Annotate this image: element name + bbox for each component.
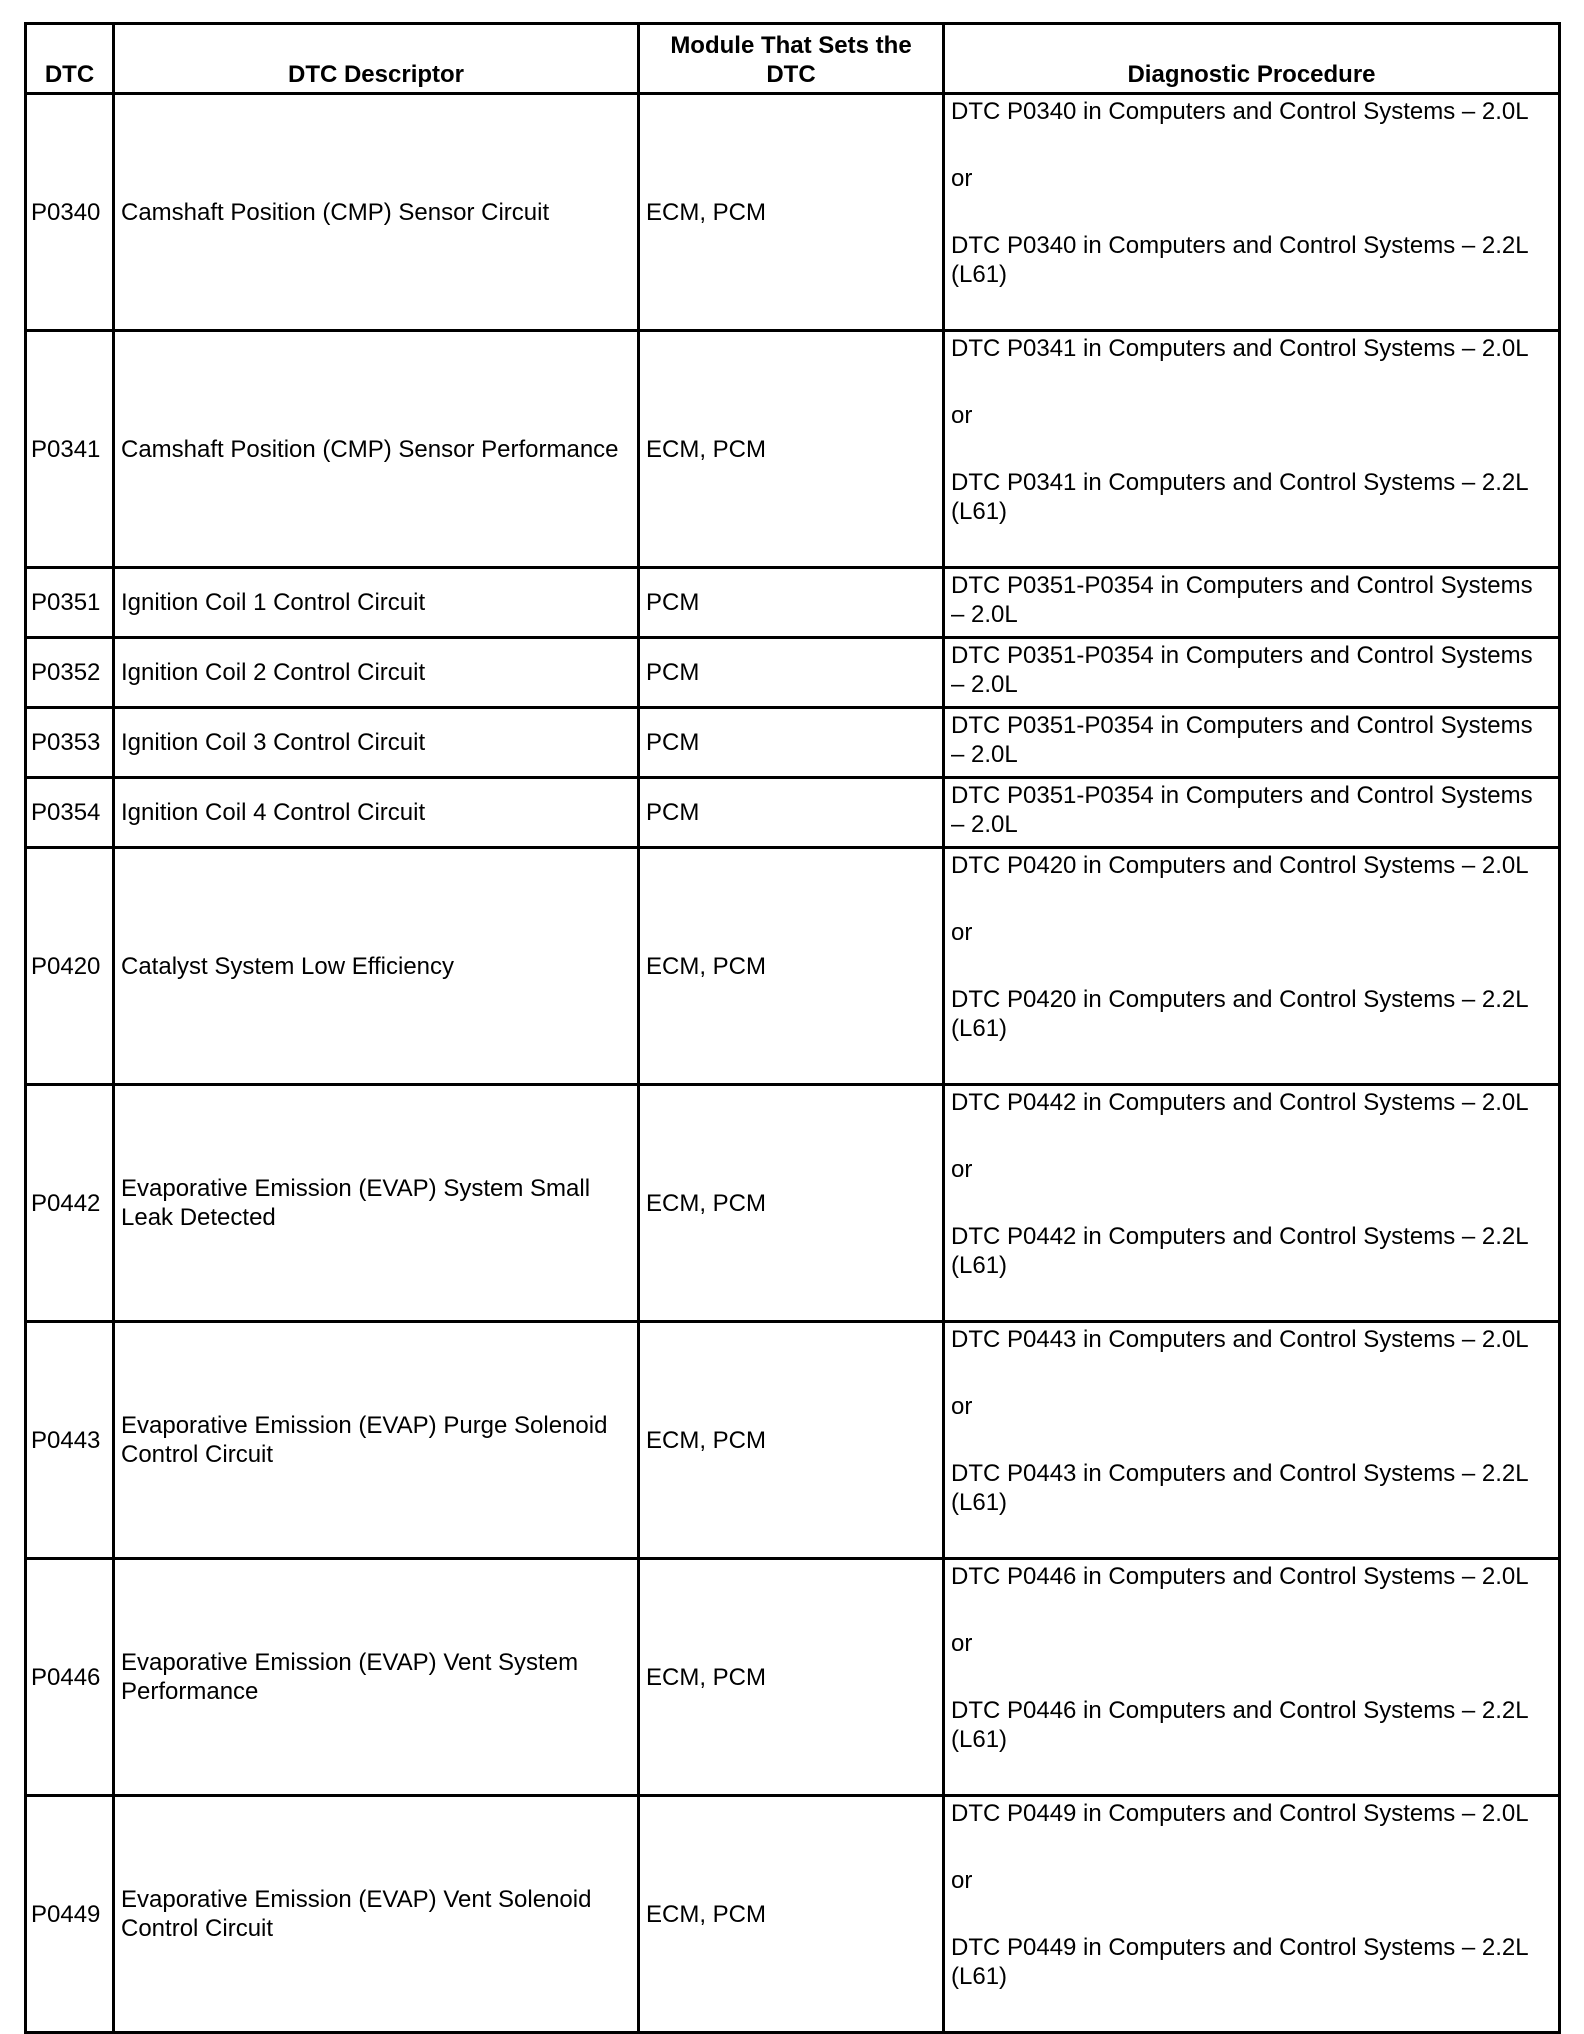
procedure-cell bbox=[944, 1559, 1560, 1796]
descriptor-cell: Camshaft Position (CMP) Sensor Circuit bbox=[114, 94, 639, 331]
header-descriptor: DTC Descriptor bbox=[114, 24, 639, 94]
module-cell: ECM, PCM bbox=[639, 1796, 944, 2033]
module-cell: ECM, PCM bbox=[639, 1559, 944, 1796]
procedure-or: or bbox=[951, 1630, 973, 1657]
procedure-or: or bbox=[951, 1393, 973, 1420]
header-module bbox=[639, 24, 944, 94]
procedure-spacer bbox=[951, 1591, 1552, 1629]
module-cell: PCM bbox=[639, 778, 944, 848]
module-cell: PCM bbox=[639, 708, 944, 778]
dtc-code-cell: P0340 bbox=[26, 94, 114, 331]
dtc-code-cell: P0420 bbox=[26, 848, 114, 1085]
procedure-or: or bbox=[951, 1156, 973, 1183]
procedure-line: DTC P0443 in Computers and Control Systems – 2.0L bbox=[951, 1326, 1529, 1353]
header-dtc: DTC bbox=[26, 24, 114, 94]
module-cell: ECM, PCM bbox=[639, 94, 944, 331]
procedure-line: DTC P0340 in Computers and Control Systems – 2.0L bbox=[951, 98, 1529, 125]
descriptor-cell: Ignition Coil 4 Control Circuit bbox=[114, 778, 639, 848]
procedure-line: DTC P0341 in Computers and Control Systems – 2.0L bbox=[951, 335, 1529, 362]
procedure-line: DTC P0420 in Computers and Control Systems – 2.2L (L61) bbox=[951, 986, 1528, 1042]
descriptor-cell: Ignition Coil 1 Control Circuit bbox=[114, 568, 639, 638]
procedure-cell bbox=[944, 848, 1560, 1085]
procedure-spacer bbox=[951, 1117, 1552, 1155]
procedure-cell bbox=[944, 708, 1560, 778]
descriptor-cell: Evaporative Emission (EVAP) Purge Solenoid Control Circuit bbox=[114, 1322, 639, 1559]
table-row bbox=[26, 848, 1560, 1085]
procedure-line: DTC P0340 in Computers and Control Systems – 2.2L (L61) bbox=[951, 232, 1528, 288]
procedure-cell bbox=[944, 94, 1560, 331]
header-row bbox=[26, 24, 1560, 94]
dtc-table-body bbox=[26, 94, 1560, 2033]
procedure-line: DTC P0442 in Computers and Control Systems – 2.0L bbox=[951, 1089, 1529, 1116]
descriptor-cell: Catalyst System Low Efficiency bbox=[114, 848, 639, 1085]
dtc-table bbox=[24, 22, 1561, 2034]
procedure-spacer bbox=[951, 1828, 1552, 1866]
procedure-line: DTC P0351-P0354 in Computers and Control Systems – 2.0L bbox=[951, 782, 1533, 838]
module-cell: ECM, PCM bbox=[639, 1322, 944, 1559]
module-cell: ECM, PCM bbox=[639, 331, 944, 568]
procedure-spacer bbox=[951, 1354, 1552, 1392]
procedure-line: DTC P0446 in Computers and Control Systems – 2.0L bbox=[951, 1563, 1529, 1590]
dtc-table-header bbox=[26, 24, 1560, 94]
module-cell: ECM, PCM bbox=[639, 1085, 944, 1322]
procedure-cell bbox=[944, 1085, 1560, 1322]
procedure-line: DTC P0442 in Computers and Control Systems – 2.2L (L61) bbox=[951, 1223, 1528, 1279]
procedure-cell bbox=[944, 331, 1560, 568]
descriptor-cell: Ignition Coil 3 Control Circuit bbox=[114, 708, 639, 778]
procedure-spacer bbox=[951, 193, 1552, 231]
dtc-code-cell: P0353 bbox=[26, 708, 114, 778]
procedure-spacer bbox=[951, 947, 1552, 985]
table-row bbox=[26, 1085, 1560, 1322]
procedure-line: DTC P0351-P0354 in Computers and Control Systems – 2.0L bbox=[951, 642, 1533, 698]
dtc-code-cell: P0443 bbox=[26, 1322, 114, 1559]
header-module-line2: DTC bbox=[766, 61, 816, 88]
module-cell: PCM bbox=[639, 568, 944, 638]
procedure-spacer bbox=[951, 1658, 1552, 1696]
dtc-code-cell: P0352 bbox=[26, 638, 114, 708]
procedure-line: DTC P0449 in Computers and Control Systems – 2.0L bbox=[951, 1800, 1529, 1827]
procedure-line: DTC P0341 in Computers and Control Systems – 2.2L (L61) bbox=[951, 469, 1528, 525]
table-row bbox=[26, 1322, 1560, 1559]
procedure-cell bbox=[944, 778, 1560, 848]
header-procedure: Diagnostic Procedure bbox=[944, 24, 1560, 94]
table-row bbox=[26, 1796, 1560, 2033]
dtc-code-cell: P0341 bbox=[26, 331, 114, 568]
table-row bbox=[26, 331, 1560, 568]
procedure-cell bbox=[944, 1796, 1560, 2033]
table-row bbox=[26, 568, 1560, 638]
procedure-or: or bbox=[951, 402, 973, 429]
module-cell: ECM, PCM bbox=[639, 848, 944, 1085]
descriptor-cell: Evaporative Emission (EVAP) Vent Solenoid Control Circuit bbox=[114, 1796, 639, 2033]
procedure-or: or bbox=[951, 919, 973, 946]
procedure-spacer bbox=[951, 126, 1552, 164]
procedure-or: or bbox=[951, 1867, 973, 1894]
procedure-spacer bbox=[951, 1184, 1552, 1222]
dtc-code-cell: P0442 bbox=[26, 1085, 114, 1322]
procedure-line: DTC P0351-P0354 in Computers and Control Systems – 2.0L bbox=[951, 572, 1533, 628]
dtc-code-cell: P0351 bbox=[26, 568, 114, 638]
dtc-code-cell: P0446 bbox=[26, 1559, 114, 1796]
procedure-line: DTC P0420 in Computers and Control Systems – 2.0L bbox=[951, 852, 1529, 879]
dtc-code-cell: P0449 bbox=[26, 1796, 114, 2033]
procedure-spacer bbox=[951, 363, 1552, 401]
procedure-line: DTC P0449 in Computers and Control Systems – 2.2L (L61) bbox=[951, 1934, 1528, 1990]
descriptor-cell: Evaporative Emission (EVAP) System Small Leak Detected bbox=[114, 1085, 639, 1322]
procedure-line: DTC P0443 in Computers and Control Systems – 2.2L (L61) bbox=[951, 1460, 1528, 1516]
descriptor-cell: Evaporative Emission (EVAP) Vent System Performance bbox=[114, 1559, 639, 1796]
procedure-cell bbox=[944, 638, 1560, 708]
table-row bbox=[26, 778, 1560, 848]
table-row bbox=[26, 94, 1560, 331]
table-row bbox=[26, 708, 1560, 778]
module-cell: PCM bbox=[639, 638, 944, 708]
procedure-spacer bbox=[951, 880, 1552, 918]
procedure-cell bbox=[944, 568, 1560, 638]
procedure-spacer bbox=[951, 1421, 1552, 1459]
header-module-line1: Module That Sets the bbox=[670, 32, 912, 59]
procedure-line: DTC P0351-P0354 in Computers and Control Systems – 2.0L bbox=[951, 712, 1533, 768]
procedure-cell bbox=[944, 1322, 1560, 1559]
dtc-code-cell: P0354 bbox=[26, 778, 114, 848]
procedure-line: DTC P0446 in Computers and Control Systems – 2.2L (L61) bbox=[951, 1697, 1528, 1753]
descriptor-cell: Ignition Coil 2 Control Circuit bbox=[114, 638, 639, 708]
table-row bbox=[26, 1559, 1560, 1796]
table-row bbox=[26, 638, 1560, 708]
procedure-spacer bbox=[951, 430, 1552, 468]
procedure-or: or bbox=[951, 165, 973, 192]
descriptor-cell: Camshaft Position (CMP) Sensor Performance bbox=[114, 331, 639, 568]
procedure-spacer bbox=[951, 1895, 1552, 1933]
